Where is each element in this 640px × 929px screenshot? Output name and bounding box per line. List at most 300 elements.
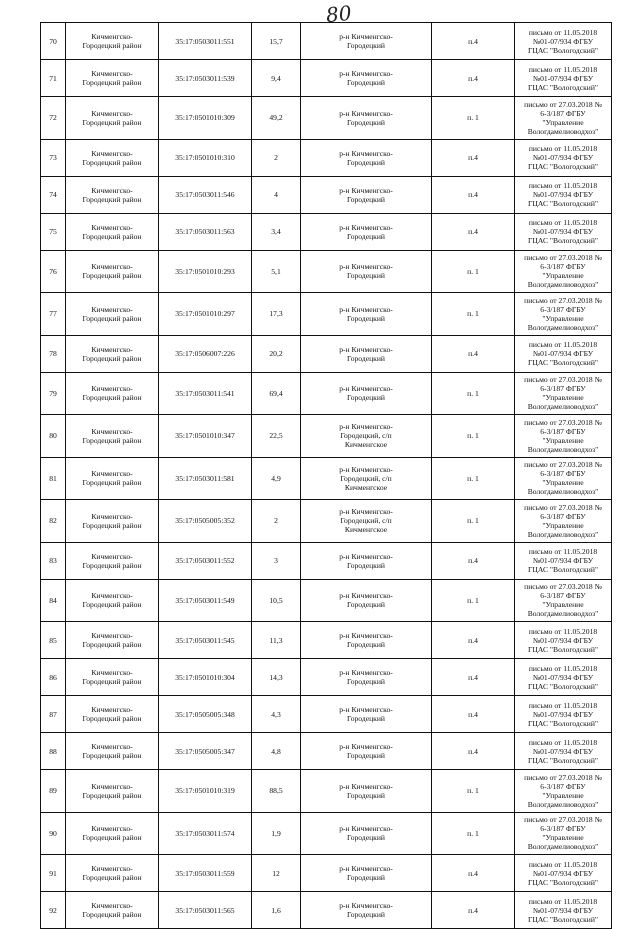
district-name-cell [66, 500, 159, 543]
basis-document: письмо от 27.03.2018 № 6-3/187 ФГБУ "Управление Вологдамелиоводхоз" [524, 99, 602, 136]
row-number: 88 [49, 746, 57, 756]
parcel-location-cell [301, 855, 432, 892]
cadastral-number-cell [159, 579, 252, 622]
criteria-clause: п.4 [468, 556, 478, 565]
row-number: 81 [49, 473, 57, 483]
parcel-location: р-н Кичменгско- Городецкий [339, 344, 393, 363]
table-row [41, 60, 612, 97]
criteria-clause: п.4 [468, 709, 478, 719]
table-row [41, 97, 612, 140]
row-number-cell [41, 60, 66, 97]
parcel-location: р-н Кичменгско- Городецкий [339, 69, 393, 87]
row-number: 84 [49, 595, 57, 605]
row-number: 92 [49, 905, 57, 915]
row-number: 79 [49, 388, 57, 398]
district-name-cell [66, 293, 159, 336]
row-number: 83 [49, 556, 57, 565]
parcel-location: р-н Кичменгско- Городецкий [339, 32, 393, 50]
parcel-location-cell [301, 770, 432, 813]
cadastral-number: 35:17:0503011:551 [175, 36, 235, 46]
parcel-location: р-н Кичменгско- Городецкий, с/п Кичменгское [339, 464, 393, 492]
criteria-clause-cell [432, 415, 515, 458]
basis-document-cell [515, 770, 612, 813]
criteria-clause-cell [432, 659, 515, 696]
row-number: 72 [49, 113, 57, 123]
district-name: Кичменгско- Городецкий район [82, 69, 142, 87]
basis-document-cell [515, 139, 612, 176]
district-name-cell [66, 579, 159, 622]
cadastral-number: 35:17:0501010:347 [175, 431, 235, 441]
table-row [41, 335, 612, 372]
district-name-cell [66, 892, 159, 929]
basis-document-cell [515, 579, 612, 622]
district-name: Кичменгско- Городецкий район [82, 668, 142, 686]
basis-document-cell [515, 622, 612, 659]
cadastral-number-cell [159, 733, 252, 770]
table-row [41, 579, 612, 622]
cadastral-number-cell [159, 500, 252, 543]
row-number: 77 [49, 309, 57, 319]
row-number-cell [41, 855, 66, 892]
district-name: Кичменгско- Городецкий район [82, 426, 142, 445]
parcel-area: 5,1 [271, 266, 281, 276]
basis-document: письмо от 27.03.2018 № 6-3/187 ФГБУ "Управление Вологдамелиоводхоз" [524, 772, 602, 809]
row-number-cell [41, 293, 66, 336]
cadastral-number-cell [159, 335, 252, 372]
cadastral-number-cell [159, 696, 252, 733]
row-number-cell [41, 812, 66, 855]
parcel-area-cell [252, 60, 301, 97]
criteria-clause: п. 1 [467, 828, 479, 838]
criteria-clause: п.4 [468, 36, 478, 46]
basis-document-cell [515, 855, 612, 892]
district-name-cell [66, 415, 159, 458]
criteria-clause-cell [432, 250, 515, 293]
parcel-area: 17,3 [269, 309, 283, 319]
parcel-area: 1,9 [271, 828, 281, 838]
criteria-clause-cell [432, 139, 515, 176]
basis-document-cell [515, 97, 612, 140]
parcel-area-cell [252, 97, 301, 140]
parcel-location-cell [301, 372, 432, 415]
basis-document-cell [515, 335, 612, 372]
row-number-cell [41, 542, 66, 579]
table-body [41, 23, 612, 929]
basis-document-cell [515, 457, 612, 500]
row-number: 89 [49, 786, 57, 796]
cadastral-number-cell [159, 97, 252, 140]
criteria-clause: п. 1 [467, 516, 479, 526]
parcel-area: 14,3 [269, 672, 283, 682]
cadastral-number-cell [159, 139, 252, 176]
district-name: Кичменгско- Городецкий район [82, 32, 142, 50]
basis-document: письмо от 11.05.2018 №01-07/934 ФГБУ ГЦАС "Вологодский" [527, 859, 599, 887]
criteria-clause-cell [432, 293, 515, 336]
basis-document: письмо от 11.05.2018 №01-07/934 ФГБУ ГЦАС "Вологодский" [527, 737, 599, 765]
parcel-area-cell [252, 293, 301, 336]
parcel-area-cell [252, 335, 301, 372]
basis-document-cell [515, 293, 612, 336]
basis-document: письмо от 11.05.2018 №01-07/934 ФГБУ ГЦАС "Вологодский" [527, 626, 599, 654]
table-row [41, 457, 612, 500]
criteria-clause: п.4 [468, 868, 478, 878]
row-number: 73 [49, 153, 57, 162]
basis-document: письмо от 11.05.2018 №01-07/934 ФГБУ ГЦАС "Вологодский" [527, 218, 599, 245]
row-number-cell [41, 579, 66, 622]
row-number-cell [41, 696, 66, 733]
parcel-location-cell [301, 23, 432, 60]
parcel-area: 10,5 [269, 595, 283, 605]
parcel-location: р-н Кичменгско- Городецкий [339, 901, 393, 919]
cadastral-number: 35:17:0503011:581 [175, 473, 235, 483]
parcel-location: р-н Кичменгско- Городецкий [339, 591, 393, 610]
district-name: Кичменгско- Городецкий район [82, 781, 142, 800]
parcel-area-cell [252, 696, 301, 733]
cadastral-number-cell [159, 176, 252, 213]
district-name: Кичменгско- Городецкий район [82, 705, 142, 723]
criteria-clause: п.4 [468, 349, 478, 358]
parcel-location-cell [301, 812, 432, 855]
basis-document-cell [515, 500, 612, 543]
criteria-clause: п. 1 [467, 388, 479, 398]
criteria-clause-cell [432, 770, 515, 813]
cadastral-number: 35:17:0503011:541 [175, 388, 235, 398]
cadastral-number-cell [159, 812, 252, 855]
district-name-cell [66, 60, 159, 97]
cadastral-number: 35:17:0501010:304 [175, 672, 235, 682]
district-name: Кичменгско- Городецкий район [82, 469, 142, 488]
row-number-cell [41, 139, 66, 176]
parcel-area: 4,3 [271, 709, 281, 719]
basis-document: письмо от 27.03.2018 № 6-3/187 ФГБУ "Управление Вологдамелиоводхоз" [524, 417, 602, 454]
cadastral-number: 35:17:0503011:559 [175, 868, 235, 878]
table-row [41, 415, 612, 458]
parcel-location: р-н Кичменгско- Городецкий [339, 705, 393, 723]
table-row [41, 372, 612, 415]
row-number: 80 [49, 431, 57, 441]
parcel-area: 9,4 [271, 73, 281, 83]
criteria-clause-cell [432, 372, 515, 415]
basis-document-cell [515, 812, 612, 855]
row-number-cell [41, 892, 66, 929]
parcel-location-cell [301, 733, 432, 770]
row-number: 70 [49, 36, 57, 46]
basis-document: письмо от 27.03.2018 № 6-3/187 ФГБУ "Управление Вологдамелиоводхоз" [524, 295, 602, 332]
parcel-location: р-н Кичменгско- Городецкий [339, 108, 393, 127]
basis-document: письмо от 11.05.2018 №01-07/934 ФГБУ ГЦАС "Вологодский" [527, 547, 599, 574]
parcel-location-cell [301, 60, 432, 97]
table-row [41, 23, 612, 60]
district-name: Кичменгско- Городецкий район [82, 222, 142, 241]
parcel-area-cell [252, 892, 301, 929]
district-name-cell [66, 97, 159, 140]
criteria-clause: п.4 [468, 746, 478, 756]
district-name: Кичменгско- Городецкий район [82, 551, 142, 570]
row-number-cell [41, 659, 66, 696]
table-row [41, 892, 612, 929]
parcel-location-cell [301, 892, 432, 929]
row-number: 76 [49, 266, 57, 276]
parcel-location: р-н Кичменгско- Городецкий, с/п Кичменгское [339, 507, 393, 535]
row-number: 78 [49, 349, 57, 358]
parcel-location-cell [301, 139, 432, 176]
district-name-cell [66, 139, 159, 176]
criteria-clause-cell [432, 176, 515, 213]
criteria-clause: п.4 [468, 672, 478, 682]
parcel-area-cell [252, 579, 301, 622]
row-number-cell [41, 97, 66, 140]
cadastral-number: 35:17:0501010:310 [175, 153, 235, 162]
row-number: 85 [49, 635, 57, 645]
criteria-clause: п.4 [468, 905, 478, 915]
criteria-clause: п. 1 [467, 113, 479, 123]
cadastral-number-cell [159, 622, 252, 659]
parcel-location: р-н Кичменгско- Городецкий [339, 222, 393, 241]
criteria-clause-cell [432, 696, 515, 733]
basis-document: письмо от 11.05.2018 №01-07/934 ФГБУ ГЦАС "Вологодский" [527, 663, 599, 691]
district-name-cell [66, 457, 159, 500]
district-name: Кичменгско- Городецкий район [82, 591, 142, 610]
parcel-location-cell [301, 415, 432, 458]
criteria-clause: п. 1 [467, 266, 479, 276]
parcel-location-cell [301, 500, 432, 543]
parcel-location: р-н Кичменгско- Городецкий [339, 668, 393, 686]
parcel-area-cell [252, 372, 301, 415]
cadastral-number: 35:17:0503011:545 [175, 635, 235, 645]
parcel-area-cell [252, 139, 301, 176]
table-row [41, 139, 612, 176]
cadastral-number: 35:17:0503011:565 [175, 905, 235, 915]
parcel-area: 2 [274, 516, 278, 526]
table-row [41, 500, 612, 543]
basis-document: письмо от 11.05.2018 №01-07/934 ФГБУ ГЦАС "Вологодский" [527, 700, 599, 728]
parcel-area: 11,3 [269, 635, 283, 645]
cadastral-number-cell [159, 23, 252, 60]
district-name-cell [66, 176, 159, 213]
table-row [41, 855, 612, 892]
cadastral-number-cell [159, 542, 252, 579]
row-number-cell [41, 23, 66, 60]
district-name: Кичменгско- Городецкий район [82, 511, 142, 530]
criteria-clause-cell [432, 855, 515, 892]
parcel-area-cell [252, 415, 301, 458]
basis-document: письмо от 27.03.2018 № 6-3/187 ФГБУ "Управление Вологдамелиоводхоз" [524, 582, 602, 619]
criteria-clause: п.4 [468, 190, 478, 199]
parcel-location: р-н Кичменгско- Городецкий [339, 384, 393, 403]
parcel-location: р-н Кичменгско- Городецкий [339, 262, 393, 281]
criteria-clause: п.4 [468, 635, 478, 645]
cadastral-number-cell [159, 457, 252, 500]
row-number: 74 [49, 190, 57, 199]
basis-document: письмо от 11.05.2018 №01-07/934 ФГБУ ГЦАС "Вологодский" [527, 144, 599, 171]
cadastral-number-cell [159, 213, 252, 250]
parcel-location: р-н Кичменгско- Городецкий [339, 781, 393, 800]
row-number-cell [41, 733, 66, 770]
table-row [41, 696, 612, 733]
row-number-cell [41, 250, 66, 293]
parcel-area-cell [252, 542, 301, 579]
parcel-location: р-н Кичменгско- Городецкий [339, 185, 393, 204]
basis-document: письмо от 11.05.2018 №01-07/934 ФГБУ ГЦАС "Вологодский" [527, 340, 599, 367]
cadastral-number: 35:17:0503011:563 [175, 227, 235, 236]
basis-document-cell [515, 213, 612, 250]
basis-document-cell [515, 542, 612, 579]
parcel-area: 88,5 [269, 786, 283, 796]
parcel-location: р-н Кичменгско- Городецкий [339, 824, 393, 843]
district-name: Кичменгско- Городецкий район [82, 148, 142, 167]
basis-document: письмо от 27.03.2018 № 6-3/187 ФГБУ "Управление Вологдамелиоводхоз" [524, 815, 602, 852]
parcel-area: 4 [274, 190, 278, 199]
parcel-location-cell [301, 659, 432, 696]
criteria-clause-cell [432, 500, 515, 543]
cadastral-number-cell [159, 855, 252, 892]
parcel-location-cell [301, 97, 432, 140]
criteria-clause: п. 1 [467, 786, 479, 796]
criteria-clause-cell [432, 213, 515, 250]
district-name: Кичменгско- Городецкий район [82, 185, 142, 204]
district-name-cell [66, 250, 159, 293]
district-name: Кичменгско- Городецкий район [82, 742, 142, 760]
basis-document-cell [515, 696, 612, 733]
table-row [41, 250, 612, 293]
district-name-cell [66, 542, 159, 579]
cadastral-number: 35:17:0503011:552 [175, 556, 235, 565]
parcel-area: 15,7 [269, 36, 283, 46]
district-name-cell [66, 696, 159, 733]
parcel-area: 20,2 [269, 349, 283, 358]
row-number-cell [41, 622, 66, 659]
district-name: Кичменгско- Городецкий район [82, 864, 142, 882]
parcel-area: 3 [274, 556, 278, 565]
parcel-area: 4,8 [271, 746, 281, 756]
table-row [41, 733, 612, 770]
district-name-cell [66, 23, 159, 60]
district-name-cell [66, 855, 159, 892]
parcel-location-cell [301, 250, 432, 293]
parcel-location: р-н Кичменгско- Городецкий [339, 864, 393, 882]
district-name: Кичменгско- Городецкий район [82, 631, 142, 649]
parcel-area-cell [252, 812, 301, 855]
page-number: 80 [324, 0, 353, 28]
basis-document-cell [515, 372, 612, 415]
row-number: 82 [49, 516, 57, 526]
district-name: Кичменгско- Городецкий район [82, 901, 142, 919]
parcel-area: 3,4 [271, 227, 281, 236]
basis-document: письмо от 11.05.2018 №01-07/934 ФГБУ ГЦАС "Вологодский" [527, 64, 599, 92]
cadastral-number-cell [159, 372, 252, 415]
land-parcels-table [40, 22, 612, 929]
cadastral-number: 35:17:0501010:319 [175, 786, 235, 796]
parcel-location-cell [301, 542, 432, 579]
cadastral-number: 35:17:0503011:549 [175, 595, 235, 605]
criteria-clause-cell [432, 812, 515, 855]
criteria-clause: п.4 [468, 227, 478, 236]
criteria-clause-cell [432, 733, 515, 770]
parcel-location: р-н Кичменгско- Городецкий, с/п Кичменгское [339, 422, 393, 450]
district-name: Кичменгско- Городецкий район [82, 824, 142, 843]
basis-document: письмо от 27.03.2018 № 6-3/187 ФГБУ "Управление Вологдамелиоводхоз" [524, 502, 602, 539]
criteria-clause: п. 1 [467, 431, 479, 441]
district-name: Кичменгско- Городецкий район [82, 262, 142, 281]
basis-document: письмо от 27.03.2018 № 6-3/187 ФГБУ "Управление Вологдамелиоводхоз" [524, 375, 602, 412]
basis-document-cell [515, 415, 612, 458]
parcel-area-cell [252, 622, 301, 659]
parcel-location-cell [301, 579, 432, 622]
cadastral-number: 35:17:0505005:348 [175, 709, 235, 719]
criteria-clause: п. 1 [467, 595, 479, 605]
row-number: 87 [49, 709, 57, 719]
basis-document: письмо от 11.05.2018 №01-07/934 ФГБУ ГЦАС "Вологодский" [527, 181, 599, 208]
row-number-cell [41, 335, 66, 372]
parcel-area-cell [252, 457, 301, 500]
basis-document-cell [515, 250, 612, 293]
table-row [41, 770, 612, 813]
cadastral-number-cell [159, 250, 252, 293]
basis-document-cell [515, 659, 612, 696]
row-number: 90 [49, 828, 57, 838]
cadastral-number: 35:17:0501010:309 [175, 113, 235, 123]
table-row [41, 213, 612, 250]
basis-document: письмо от 11.05.2018 №01-07/934 ФГБУ ГЦАС "Вологодский" [527, 896, 599, 924]
basis-document-cell [515, 176, 612, 213]
row-number-cell [41, 213, 66, 250]
parcel-area: 2 [274, 153, 278, 162]
basis-document-cell [515, 733, 612, 770]
basis-document-cell [515, 60, 612, 97]
parcel-location-cell [301, 176, 432, 213]
district-name-cell [66, 622, 159, 659]
district-name: Кичменгско- Городецкий район [82, 304, 142, 323]
parcel-area-cell [252, 250, 301, 293]
parcel-location: р-н Кичменгско- Городецкий [339, 551, 393, 570]
cadastral-number: 35:17:0501010:297 [175, 309, 235, 319]
cadastral-number-cell [159, 415, 252, 458]
criteria-clause: п. 1 [467, 473, 479, 483]
parcel-area-cell [252, 770, 301, 813]
criteria-clause-cell [432, 892, 515, 929]
criteria-clause: п. 1 [467, 309, 479, 319]
criteria-clause-cell [432, 579, 515, 622]
row-number: 86 [49, 672, 57, 682]
district-name-cell [66, 335, 159, 372]
parcel-location: р-н Кичменгско- Городецкий [339, 631, 393, 649]
criteria-clause-cell [432, 97, 515, 140]
cadastral-number: 35:17:0503011:574 [175, 828, 235, 838]
district-name-cell [66, 733, 159, 770]
parcel-area: 22,5 [269, 431, 283, 441]
table-row [41, 293, 612, 336]
district-name-cell [66, 213, 159, 250]
parcel-area-cell [252, 855, 301, 892]
basis-document: письмо от 11.05.2018 №01-07/934 ФГБУ ГЦАС "Вологодский" [527, 27, 599, 55]
parcel-location-cell [301, 457, 432, 500]
parcel-location: р-н Кичменгско- Городецкий [339, 148, 393, 167]
criteria-clause-cell [432, 457, 515, 500]
parcel-area: 69,4 [269, 388, 283, 398]
basis-document-cell [515, 892, 612, 929]
row-number: 91 [49, 868, 57, 878]
criteria-clause-cell [432, 23, 515, 60]
parcel-location-cell [301, 335, 432, 372]
row-number-cell [41, 372, 66, 415]
cadastral-number: 35:17:0505005:352 [175, 516, 235, 526]
cadastral-number-cell [159, 659, 252, 696]
row-number: 71 [49, 73, 57, 83]
cadastral-number-cell [159, 892, 252, 929]
cadastral-number: 35:17:0503011:539 [175, 73, 235, 83]
parcel-area-cell [252, 23, 301, 60]
parcel-location-cell [301, 213, 432, 250]
